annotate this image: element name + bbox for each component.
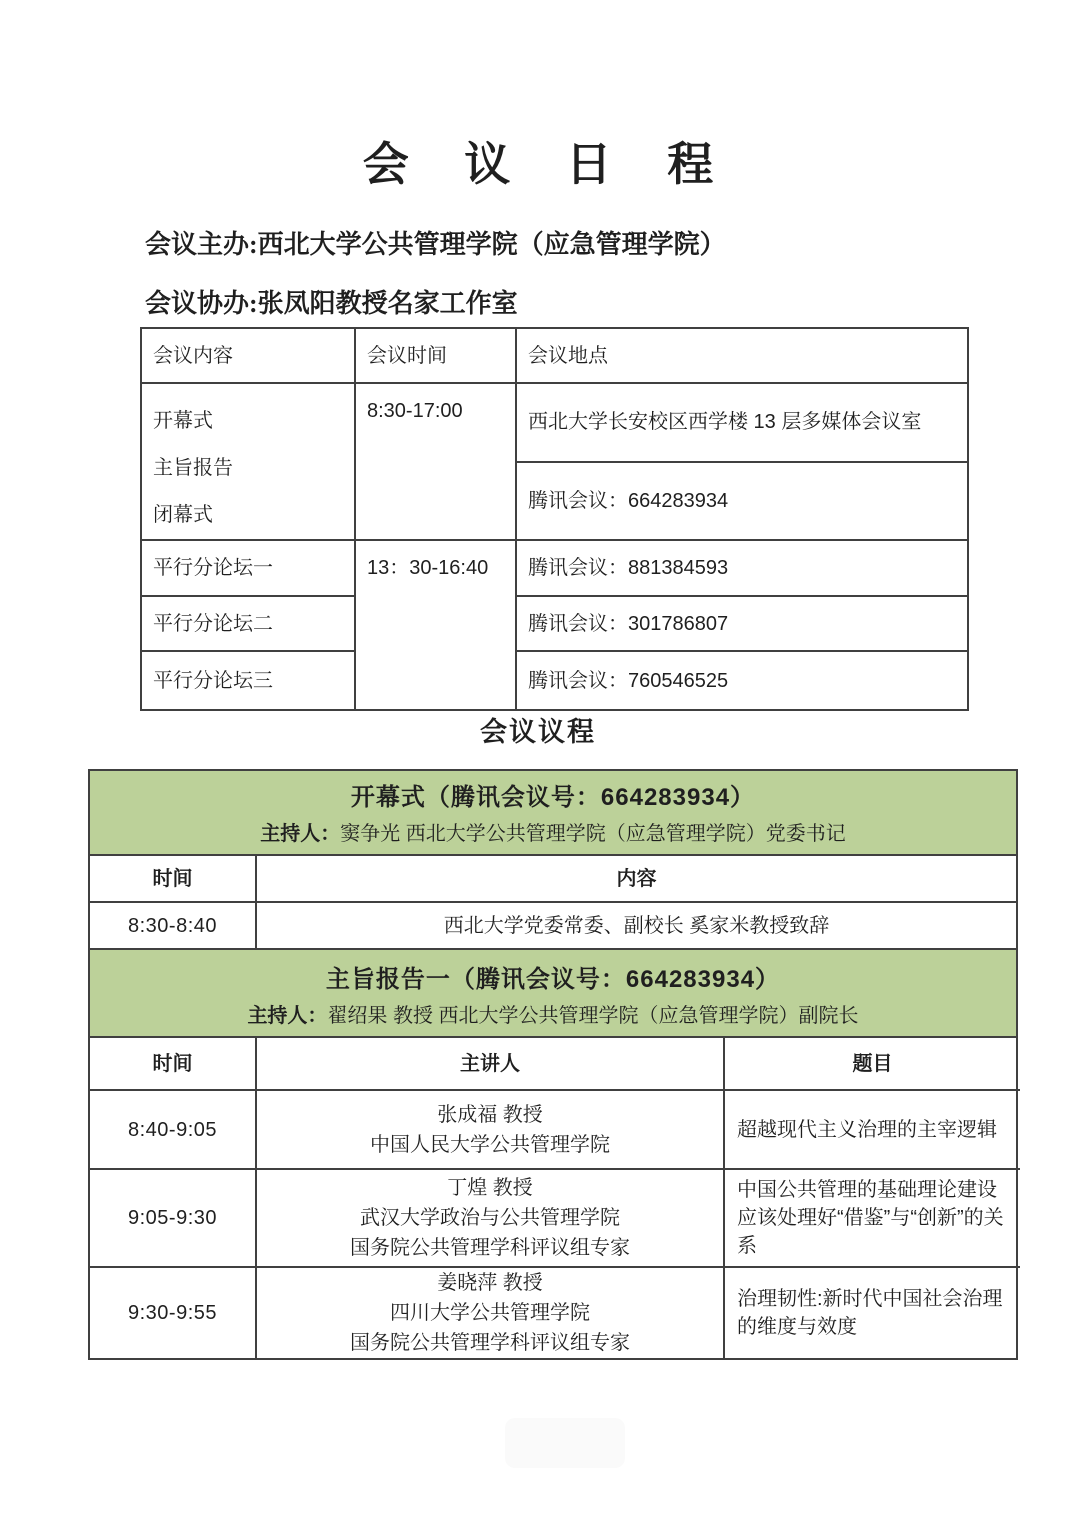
overview-plenary-meeting-cell: 腾讯会议：664283934 <box>516 462 968 541</box>
keynote-row3-speaker <box>256 1267 724 1358</box>
keynote-row2-speaker <box>256 1169 724 1267</box>
keynote-row2-time: 9:05-9:30 <box>90 1169 256 1267</box>
overview-plenary-location-cell: 西北大学长安校区西学楼 13 层多媒体会议室 <box>516 383 968 462</box>
overview-header-location: 会议地点 <box>516 328 968 383</box>
opening-host-value: 窦争光 西北大学公共管理学院（应急管理学院）党委书记 <box>340 823 846 845</box>
opening-row <box>90 902 1016 948</box>
co-organizer-value: 张凤阳教授名家工作室 <box>257 289 518 318</box>
keynote-row3-time: 9:30-9:55 <box>90 1267 256 1358</box>
agenda-heading: 会议议程 <box>480 717 596 747</box>
opening-table <box>90 856 1016 948</box>
keynote-table <box>90 1038 1020 1358</box>
overview-plenary-content-cell <box>141 383 355 540</box>
co-organizer-label: 会议协办: <box>145 289 258 318</box>
keynote-row1-time: 8:40-9:05 <box>90 1090 256 1169</box>
speaker-affiliation: 四川大学公共管理学院 <box>390 1302 590 1324</box>
organizer-label: 会议主办: <box>145 230 258 259</box>
keynote-header-time: 时间 <box>90 1038 256 1090</box>
speaker-name: 张成福 教授 <box>437 1103 543 1126</box>
forum1-meeting-cell: 腾讯会议：881384593 <box>516 540 968 596</box>
opening-header-time: 时间 <box>90 856 256 902</box>
opening-header-row <box>90 856 1016 902</box>
overview-header-content: 会议内容 <box>141 328 355 383</box>
speaker-title: 国务院公共管理学科评议组专家 <box>350 1332 630 1354</box>
overview-table <box>140 327 969 711</box>
opening-row-time: 8:30-8:40 <box>90 902 256 948</box>
opening-header-content: 内容 <box>256 856 1016 902</box>
forum2-name-cell: 平行分论坛二 <box>141 596 355 651</box>
agenda-table-wrapper <box>88 769 1018 1360</box>
forum2-meeting-cell: 腾讯会议：301786807 <box>516 596 968 651</box>
speaker-name: 丁煌 教授 <box>447 1177 533 1199</box>
keynote-row-3 <box>90 1267 1020 1358</box>
keynote-host-value: 翟绍果 教授 西北大学公共管理学院（应急管理学院）副院长 <box>327 1005 859 1027</box>
organizer-line <box>145 224 726 261</box>
keynote-section-title: 主旨报告一（腾讯会议号：664283934） <box>325 966 781 993</box>
overview-header-time: 会议时间 <box>355 328 516 383</box>
forum-time-cell: 13：30-16:40 <box>355 540 516 710</box>
speaker-affiliation: 中国人民大学公共管理学院 <box>370 1133 610 1156</box>
speaker-name: 姜晓萍 教授 <box>437 1272 543 1294</box>
keynote-row3-topic: 治理韧性:新时代中国社会治理的维度与效度 <box>724 1267 1020 1358</box>
plenary-line-opening: 开幕式 <box>153 410 213 432</box>
forum3-name-cell: 平行分论坛三 <box>141 651 355 710</box>
overview-header-row <box>141 328 968 383</box>
keynote-host-line <box>90 1000 1016 1032</box>
overview-forum2-row <box>141 596 968 651</box>
overview-plenary-time-cell: 8:30-17:00 <box>355 383 516 540</box>
keynote-header-speaker: 主讲人 <box>256 1038 724 1090</box>
keynote-host-label: 主持人： <box>247 1005 328 1027</box>
opening-row-content: 西北大学党委常委、副校长 奚家米教授致辞 <box>256 902 1016 948</box>
keynote-row1-speaker <box>256 1090 724 1169</box>
keynote-row1-topic: 超越现代主义治理的主宰逻辑 <box>724 1090 1020 1169</box>
opening-section-banner <box>90 771 1016 856</box>
opening-section-title: 开幕式（腾讯会议号：664283934） <box>350 784 756 811</box>
opening-host-line <box>90 818 1016 850</box>
keynote-row-1 <box>90 1090 1020 1169</box>
plenary-line-keynote: 主旨报告 <box>153 457 233 479</box>
keynote-row2-topic: 中国公共管理的基础理论建设应该处理好“借鉴”与“创新”的关系 <box>724 1169 1020 1267</box>
co-organizer-line <box>145 283 518 320</box>
overview-plenary-row <box>141 383 968 462</box>
keynote-row-2 <box>90 1169 1020 1267</box>
forum3-meeting-cell: 腾讯会议：760546525 <box>516 651 968 710</box>
opening-host-label: 主持人： <box>260 823 341 845</box>
plenary-line-closing: 闭幕式 <box>153 504 213 526</box>
overview-forum3-row <box>141 651 968 710</box>
speaker-affiliation: 武汉大学政治与公共管理学院 <box>360 1207 620 1229</box>
faint-watermark <box>505 1418 625 1468</box>
keynote-header-topic: 题目 <box>724 1038 1020 1090</box>
keynote-section-banner <box>90 948 1016 1038</box>
forum1-name-cell: 平行分论坛一 <box>141 540 355 596</box>
speaker-title: 国务院公共管理学科评议组专家 <box>350 1237 630 1259</box>
keynote-header-row <box>90 1038 1020 1090</box>
organizer-value: 西北大学公共管理学院（应急管理学院） <box>257 230 726 259</box>
overview-forum1-row <box>141 540 968 596</box>
page-title: 会 议 日 程 <box>362 139 736 190</box>
